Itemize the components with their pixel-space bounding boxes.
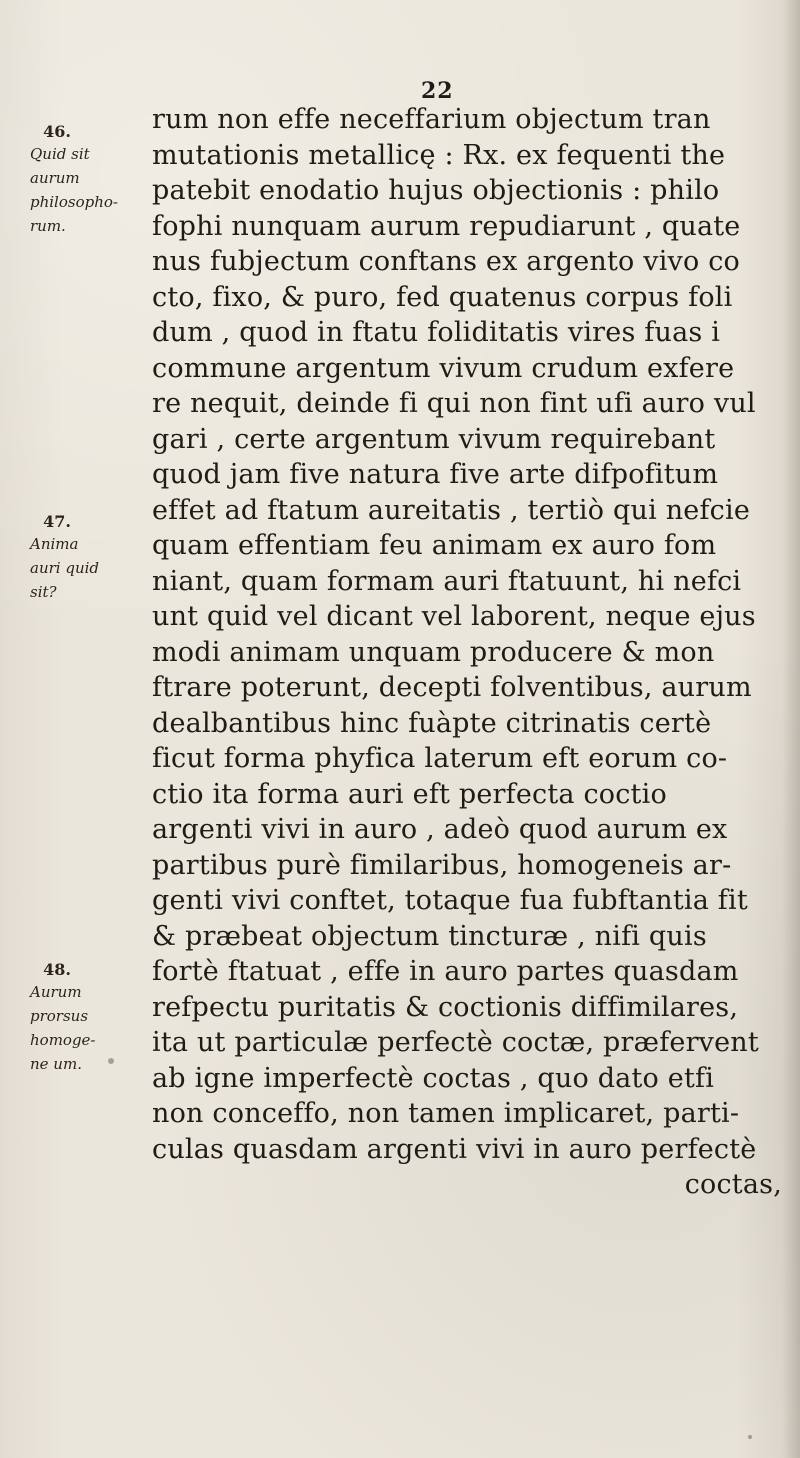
text-line: culas quasdam argenti vivi in auro perfectè [152, 1133, 757, 1165]
margin-note-line: aurum [30, 169, 80, 187]
margin-note-48 [30, 958, 142, 1076]
text-line: niant, quam formam auri ftatuunt, hi nefci [152, 565, 742, 597]
text-line: dum , quod in ftatu foliditatis vires fuas i [152, 317, 721, 348]
margin-note-number: 46. [43, 122, 71, 141]
margin-note-line: rum. [30, 217, 66, 235]
margin-note-line: sit? [30, 583, 57, 601]
text-line: & præbeat objectum tincturæ , nifi quis [152, 920, 707, 952]
text-line: partibus purè fimilaribus, homogeneis ar- [152, 849, 732, 881]
text-line: effet ad ftatum aureitatis , tertiò qui nefcie [152, 494, 750, 526]
text-line: patebit enodatio hujus objectionis : philo [152, 175, 720, 206]
margin-note-line: Quid sit [30, 145, 90, 163]
margin-note-line: homoge- [30, 1031, 96, 1049]
margin-note-line: Anima [30, 535, 79, 553]
text-line: ctio ita forma auri eft perfecta coctio [152, 778, 667, 810]
text-line: quod jam five natura five arte difpofitum [152, 459, 719, 490]
text-line: quam effentiam feu animam ex auro fom [152, 530, 717, 561]
ink-spot [748, 1435, 752, 1439]
text-line: ftrare poterunt, decepti folventibus, aurum [152, 672, 752, 703]
text-line: unt quid vel dicant vel laborent, neque ejus [152, 601, 756, 632]
text-line: refpectu puritatis & coctionis diffimilares, [152, 991, 739, 1023]
text-line: modi animam unquam producere & mon [152, 636, 715, 668]
text-line: genti vivi conftet, totaque fua fubftantia fit [152, 885, 748, 916]
margin-note-line: auri quid [30, 559, 100, 577]
margin-note-line: ne um. [30, 1055, 82, 1073]
text-line: commune argentum vivum crudum exfere [152, 352, 735, 384]
text-line: cto, fixo, & puro, fed quatenus corpus foli [152, 281, 733, 313]
text-line: fortè ftatuat , effe in auro partes quasdam [152, 956, 739, 987]
main-text-block [152, 102, 790, 1203]
text-line: fophi nunquam aurum repudiarunt , quate [152, 210, 741, 242]
page-number: 22 [421, 78, 454, 104]
margin-note-number: 47. [43, 512, 71, 531]
text-line: gari , certe argentum vivum requirebant [152, 423, 716, 455]
text-line: ab igne imperfectè coctas , quo dato etfi [152, 1062, 715, 1094]
margin-note-line: philosopho- [30, 193, 118, 211]
margin-note-47 [30, 510, 142, 604]
text-line: nus fubjectum conftans ex argento vivo co [152, 246, 741, 277]
text-line: re nequit, deinde fi qui non fint ufi auro vul [152, 388, 756, 419]
text-line: dealbantibus hinc fuàpte citrinatis certè [152, 707, 712, 739]
text-line: argenti vivi in auro , adeò quod aurum ex [152, 814, 728, 845]
ink-spot [108, 1058, 114, 1064]
margin-note-number: 48. [43, 960, 71, 979]
text-line: non conceffo, non tamen implicaret, parti- [152, 1098, 740, 1129]
text-line: ita ut particulæ perfectè coctæ, præfervent [152, 1027, 759, 1058]
text-line: rum non effe neceffarium objectum tran [152, 104, 711, 135]
margin-note-line: prorsus [30, 1007, 89, 1025]
text-line: mutationis metallicę : Rx. ex fequenti the [152, 139, 726, 171]
text-line: ficut forma phyfica laterum eft eorum co- [152, 743, 728, 774]
margin-note-line: Aurum [30, 983, 82, 1001]
margin-note-46 [30, 120, 142, 238]
catchword: coctas, [684, 1169, 782, 1200]
